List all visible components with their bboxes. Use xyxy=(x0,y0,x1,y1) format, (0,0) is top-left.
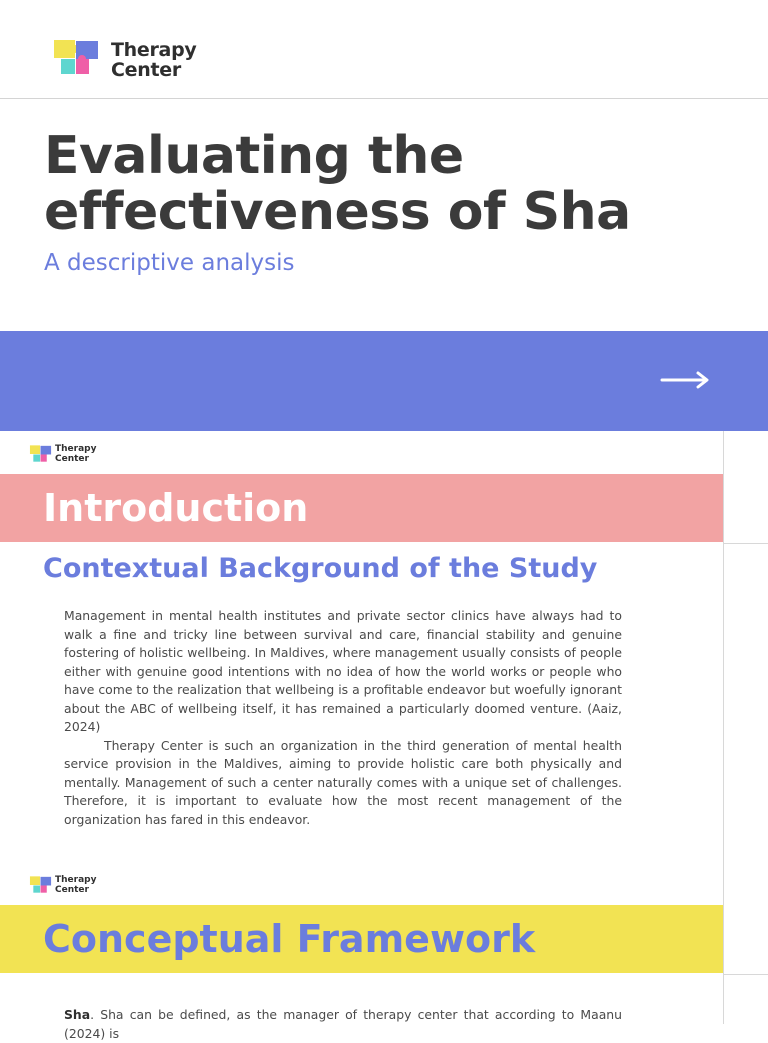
term: Sha xyxy=(64,1007,91,1022)
puzzle-logo-icon xyxy=(29,444,53,464)
document-page-2 xyxy=(0,861,724,1041)
paragraph: Therapy Center is such an organization in the third generation of mental health service provision in the Maldives, aiming to provide holistic care both physically and mentally. Management of such a center naturally comes with a unique set of challenges. Therefore, it is important to evaluate how the most recent management of the organization has fared in this endeavor. xyxy=(64,737,622,827)
divider xyxy=(724,974,768,975)
brand-name-line1: Therapy xyxy=(55,444,97,454)
page-brand-logo xyxy=(29,443,99,465)
title-line1: Evaluating the xyxy=(44,126,464,186)
title-line2: effectiveness of Sha xyxy=(44,182,631,242)
introduction-band xyxy=(0,474,723,542)
page-subtitle: A descriptive analysis xyxy=(44,250,295,276)
action-banner xyxy=(0,331,768,431)
section-title: Introduction xyxy=(43,486,309,530)
brand-name-line1: Therapy xyxy=(111,39,197,61)
brand-name-line2: Center xyxy=(111,59,181,81)
puzzle-logo-icon xyxy=(52,38,102,78)
brand-logo[interactable] xyxy=(52,38,202,82)
divider xyxy=(724,543,768,544)
paragraph: Management in mental health institutes and private sector clinics have always had to walk a fine and tricky line between survival and care, financial stability and genuine fostering of holistic wellbeing. In Maldives, where management usually consists of people either with genuine good intentions with no idea of how the world works or people who have come to the realization that wellbeing is a profitable endeavor but woefully ignorant about the ABC of wellbeing itself, it has remained a particularly doomed venture. (Aaiz, 2024) xyxy=(64,608,622,734)
brand-name-line2: Center xyxy=(55,454,89,464)
site-header xyxy=(0,0,768,99)
page-brand-logo xyxy=(29,874,99,896)
brand-name-line2: Center xyxy=(55,885,89,895)
arrow-right-icon[interactable] xyxy=(660,365,710,395)
section-title: Conceptual Framework xyxy=(43,917,536,961)
brand-name-line1: Therapy xyxy=(55,875,97,885)
body-text xyxy=(64,607,622,829)
subheading: Contextual Background of the Study xyxy=(43,553,598,584)
page-title xyxy=(44,128,744,240)
paragraph: . Sha can be defined, as the manager of therapy center that according to Maanu (2024) is xyxy=(64,1007,622,1041)
body-text xyxy=(64,1006,622,1043)
conceptual-framework-band xyxy=(0,905,723,973)
puzzle-logo-icon xyxy=(29,875,53,895)
document-page-1 xyxy=(0,431,724,861)
